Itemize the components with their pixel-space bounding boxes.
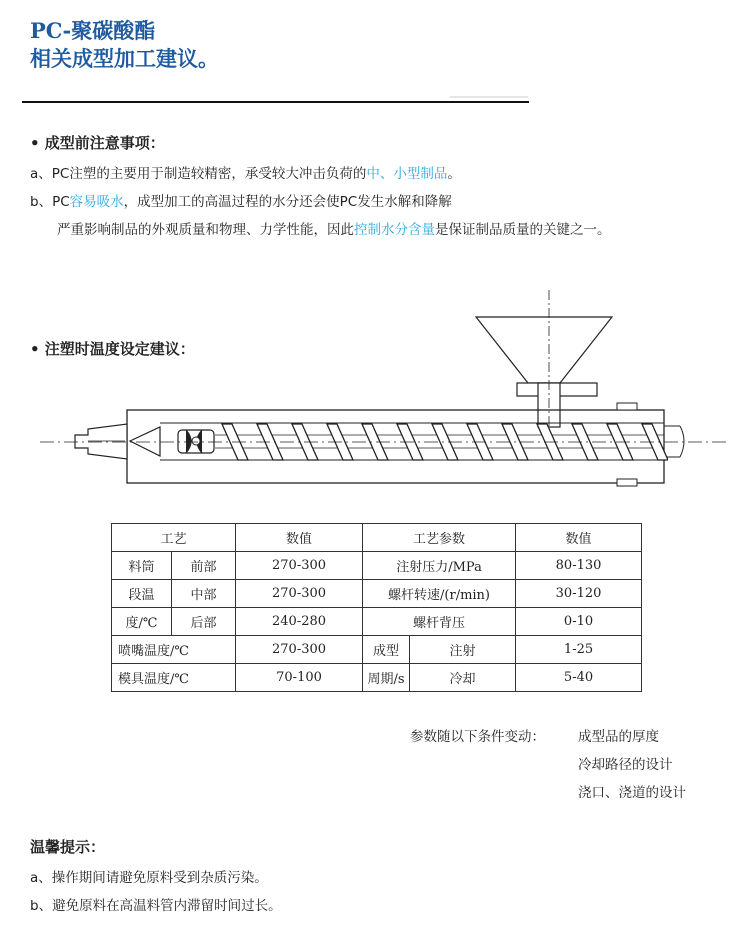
table-row	[112, 552, 642, 580]
nozzle-temp-label: 喷嘴温度/℃	[112, 636, 236, 664]
precaution-a-end: 。	[447, 166, 461, 182]
header-value2: 数值	[516, 524, 642, 552]
temperature-heading: • 注塑时温度设定建议：	[30, 340, 195, 358]
process-parameter-table	[111, 523, 642, 692]
condition-item: 冷却路径的设计	[578, 757, 673, 773]
barrel-clamp-top	[617, 403, 637, 410]
middle-label: 中部	[172, 580, 236, 608]
precaution-a-highlight: 中、小型制品	[366, 166, 448, 182]
mold-temp-label: 模具温度/℃	[112, 664, 236, 692]
precaution-b2-end: 是保证制品质量的关键之一。	[435, 222, 611, 238]
cool-label: 冷却	[410, 664, 516, 692]
divider-shadow	[450, 96, 528, 98]
front-value: 270-300	[236, 552, 363, 580]
table-row	[112, 636, 642, 664]
precaution-b2-highlight: 控制水分含量	[354, 222, 435, 238]
header-params: 工艺参数	[363, 524, 516, 552]
rear-label: 后部	[172, 608, 236, 636]
screw-speed-value: 30-120	[516, 580, 642, 608]
precaution-a-text: a、PC注塑的主要用于制造较精密，承受较大冲击负荷的	[30, 166, 367, 182]
inject-label: 注射	[410, 636, 516, 664]
header-process: 工艺	[112, 524, 236, 552]
barrel-label-3: 度/℃	[112, 608, 172, 636]
barrel-clamp-bottom	[617, 479, 637, 486]
page-title-line2: 相关成型加工建议。	[30, 46, 219, 71]
rear-value: 240-280	[236, 608, 363, 636]
table-row	[112, 580, 642, 608]
injection-screw-diagram	[0, 290, 750, 495]
middle-value: 270-300	[236, 580, 363, 608]
title-divider	[22, 101, 529, 103]
injection-pressure-value: 80-130	[516, 552, 642, 580]
screw-tip	[130, 427, 160, 456]
precaution-b-text: b、PC	[30, 194, 70, 210]
cool-value: 5-40	[516, 664, 642, 692]
precaution-b-mid: ，成型加工的高温过程的水分还会使PC发生水解和降解	[123, 194, 452, 210]
conditions-label: 参数随以下条件变动：	[410, 729, 545, 745]
page-title-line1: PC-聚碳酸酯	[30, 18, 156, 43]
table-header-row	[112, 524, 642, 552]
front-label: 前部	[172, 552, 236, 580]
injection-pressure-label: 注射压力/MPa	[363, 552, 516, 580]
inject-value: 1-25	[516, 636, 642, 664]
precaution-b-continued	[57, 218, 611, 238]
hopper-icon	[476, 317, 612, 383]
precaution-b	[30, 190, 452, 210]
condition-item: 浇口、浇道的设计	[578, 785, 686, 801]
back-pressure-label: 螺杆背压	[363, 608, 516, 636]
back-pressure-value: 0-10	[516, 608, 642, 636]
precaution-b-highlight: 容易吸水	[69, 194, 124, 210]
tip-a: a、操作期间请避免原料受到杂质污染。	[30, 870, 268, 886]
precaution-a	[30, 162, 461, 182]
nozzle-icon	[75, 424, 127, 459]
table-row	[112, 664, 642, 692]
barrel-label-2: 段温	[112, 580, 172, 608]
nozzle-temp-value: 270-300	[236, 636, 363, 664]
barrel-label-1: 料筒	[112, 552, 172, 580]
condition-item: 成型品的厚度	[578, 729, 659, 745]
mold-temp-value: 70-100	[236, 664, 363, 692]
header-value: 数值	[236, 524, 363, 552]
screw-speed-label: 螺杆转速/(r/min)	[363, 580, 516, 608]
table-row	[112, 608, 642, 636]
tips-heading: 温馨提示：	[30, 838, 106, 856]
cycle-label-1: 成型	[363, 636, 410, 664]
tip-b: b、避免原料在高温料管内滞留时间过长。	[30, 898, 282, 914]
cycle-label-2: 周期/s	[363, 664, 410, 692]
precautions-heading: • 成型前注意事项：	[30, 134, 165, 152]
precaution-b2-text: 严重影响制品的外观质量和物理、力学性能，因此	[57, 222, 354, 238]
